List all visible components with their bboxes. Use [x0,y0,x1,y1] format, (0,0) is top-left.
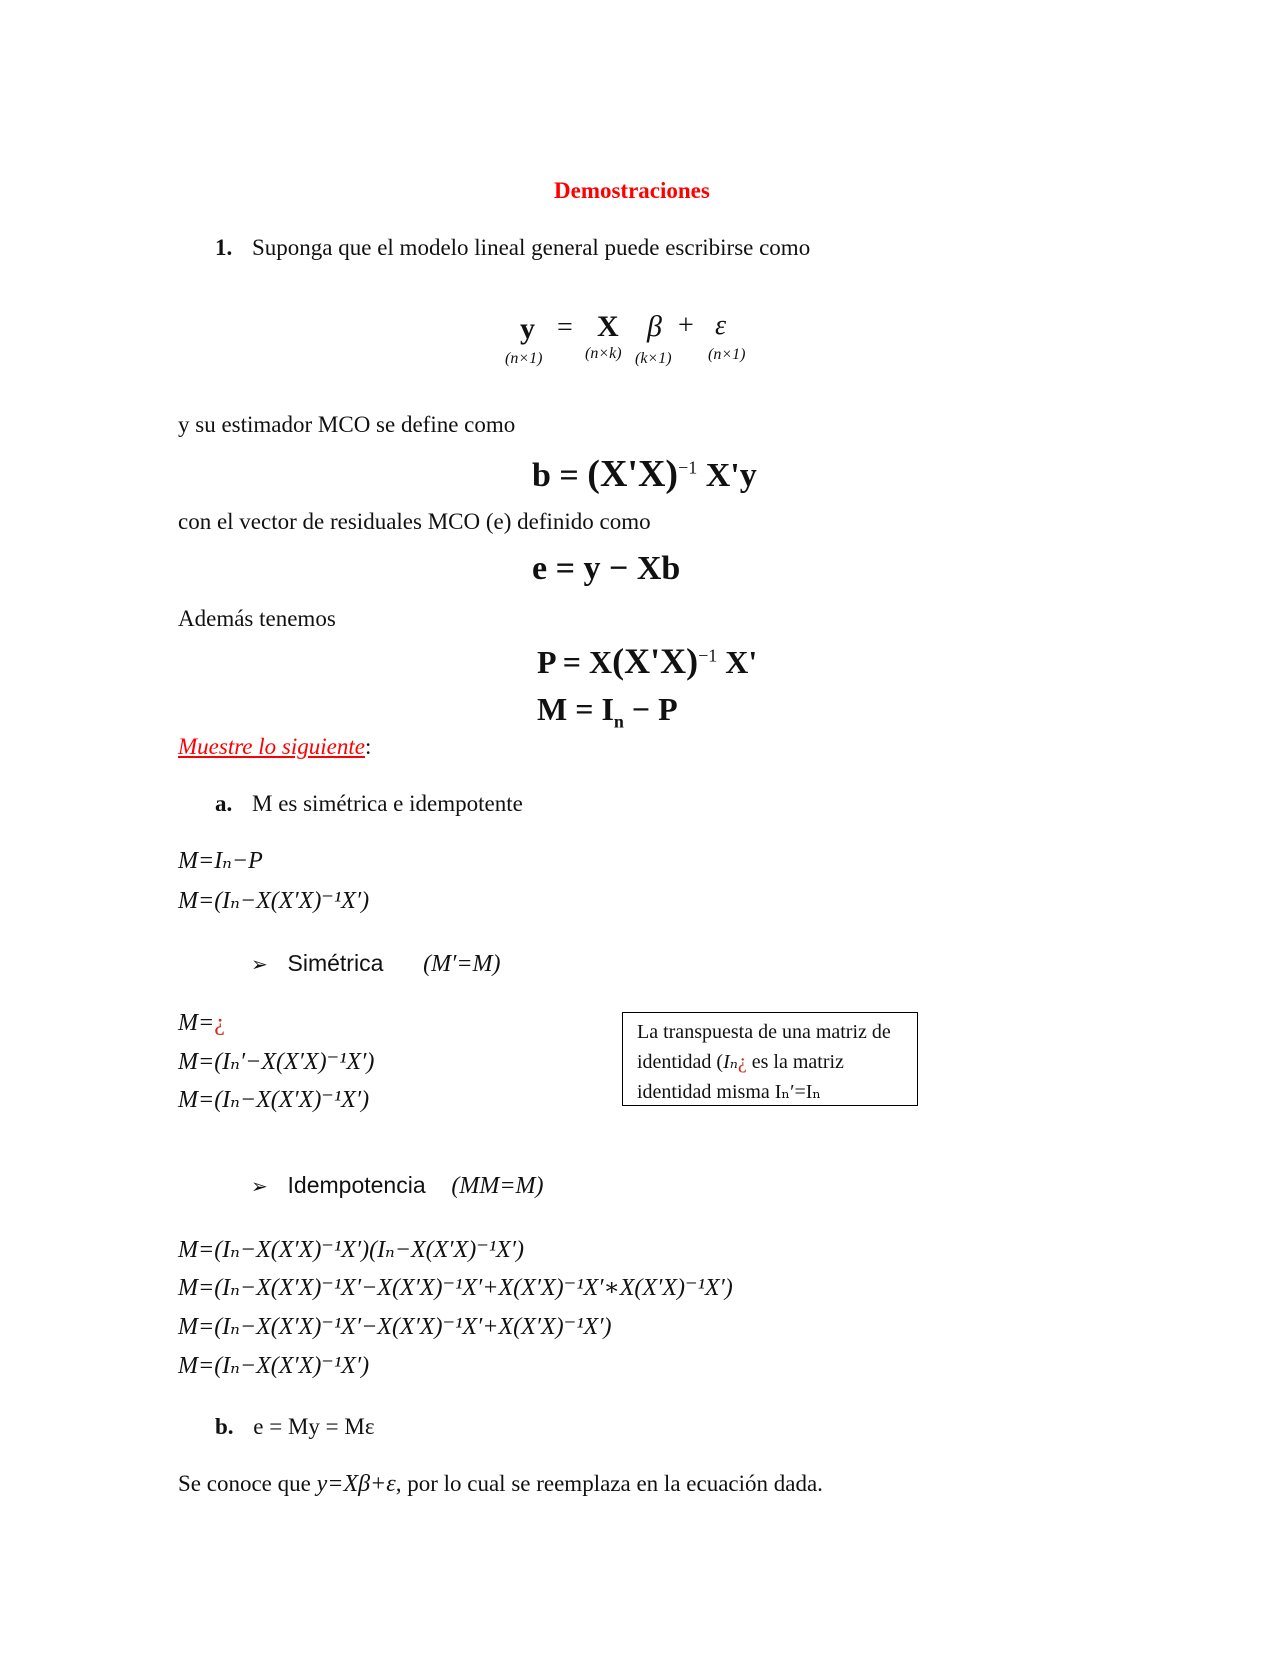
sim-eq1-text: M= [178,1010,215,1036]
item-a [215,791,523,817]
item-a-text: M es simétrica e idempotente [252,791,523,816]
eq-dim-X: (n×k) [585,345,622,362]
final-math: y=Xβ+ε [316,1471,396,1497]
equation-P [537,640,757,682]
simetrica-cond: (M′=M) [423,951,501,977]
item-b [215,1414,375,1440]
eq-M-rhs: − P [623,691,678,727]
eq-dim-eps: (n×1) [708,346,746,363]
eq-plus: + [678,310,694,341]
idem-equation-2: M=(Iₙ−X(X′X)⁻¹X′−X(X′X)⁻¹X′+X(X′X)⁻¹X′∗X(X′X)⁻¹X′) [178,1275,733,1301]
item-a-letter: a. [215,791,233,816]
note-line-2 [637,1047,903,1077]
question-text: Suponga que el modelo lineal general puede escribirse como [252,235,811,260]
final-line [178,1471,823,1498]
idem-equation-1: M=(Iₙ−X(X′X)⁻¹X′)(Iₙ−X(X′X)⁻¹X′) [178,1237,524,1263]
eq-b-sup: −1 [678,457,698,478]
text-residuales: con el vector de residuales MCO (e) definido como [178,509,651,534]
a-equation-1: M=Iₙ−P [178,848,263,874]
eq-dim-y: (n×1) [505,350,543,367]
sim-equation-3: M=(Iₙ−X(X′X)⁻¹X′) [178,1087,370,1113]
note-line-2-b: es la matriz [746,1051,844,1073]
note-line-2-math: Iₙ [723,1051,738,1073]
note-line-1: La transpuesta de una matriz de [637,1021,891,1043]
a-equation-2: M=(Iₙ−X(X′X)⁻¹X′) [178,888,370,914]
eq-beta: β [647,310,662,343]
sim-eq1-red: ¿ [214,1010,225,1036]
note-line-3: identidad misma Iₙ′=Iₙ [637,1081,822,1103]
question-number: 1. [215,235,233,260]
simetrica-label: Simétrica [287,950,384,976]
item-b-letter: b. [215,1414,234,1439]
arrow-bullet-icon: ➢ [251,1176,268,1198]
arrow-bullet-icon: ➢ [251,954,268,976]
eq-b-rhs: X'y [697,457,757,494]
simetrica-line [251,950,501,978]
idempotencia-label: Idempotencia [287,1172,426,1198]
equation-b [532,452,757,496]
sim-equation-1 [178,1010,225,1037]
eq-P-rhs: X' [717,644,758,680]
idempotencia-cond: (MM=M) [451,1173,544,1199]
muestre-link[interactable]: Muestre lo siguiente [178,734,365,759]
idem-equation-3: M=(Iₙ−X(X′X)⁻¹X′−X(X′X)⁻¹X′+X(X′X)⁻¹X′) [178,1314,612,1340]
eq-P-sup: −1 [698,645,718,666]
muestre-line [178,734,371,760]
equation-model [505,310,765,380]
eq-P-lhs: P = X [537,644,613,680]
eq-dim-beta: (k×1) [635,350,672,367]
eq-eps: ε [715,310,727,341]
idem-equation-4: M=(Iₙ−X(X′X)⁻¹X′) [178,1353,370,1379]
eq-M-sub: n [613,711,624,732]
note-line-2-a: identidad ( [637,1051,724,1073]
final-b: , por lo cual se reemplaza en la ecuación dada. [395,1471,823,1496]
muestre-colon: : [364,734,372,759]
eq-y: y [520,312,535,345]
question-1 [215,235,810,261]
idempotencia-line [251,1172,544,1200]
note-box [622,1012,918,1106]
eq-equals: = [557,312,573,343]
eq-M-lhs: M = I [537,691,614,727]
sim-equation-2: M=(Iₙ′−X(X′X)⁻¹X′) [178,1049,375,1075]
item-b-text: e = My = Mε [253,1414,375,1439]
text-estimador: y su estimador MCO se define como [178,412,516,437]
page-title: Demostraciones [554,178,710,203]
equation-e: e = y − Xb [532,550,681,587]
eq-X: X [597,310,619,343]
eq-b-paren: (X'X) [587,453,679,495]
eq-P-paren: (X'X) [612,641,699,681]
note-line-2-red: ¿ [737,1051,747,1073]
equation-M [537,691,678,732]
eq-b-lhs: b = [532,457,588,494]
final-a: Se conoce que [178,1471,317,1496]
text-ademas: Además tenemos [178,606,336,631]
